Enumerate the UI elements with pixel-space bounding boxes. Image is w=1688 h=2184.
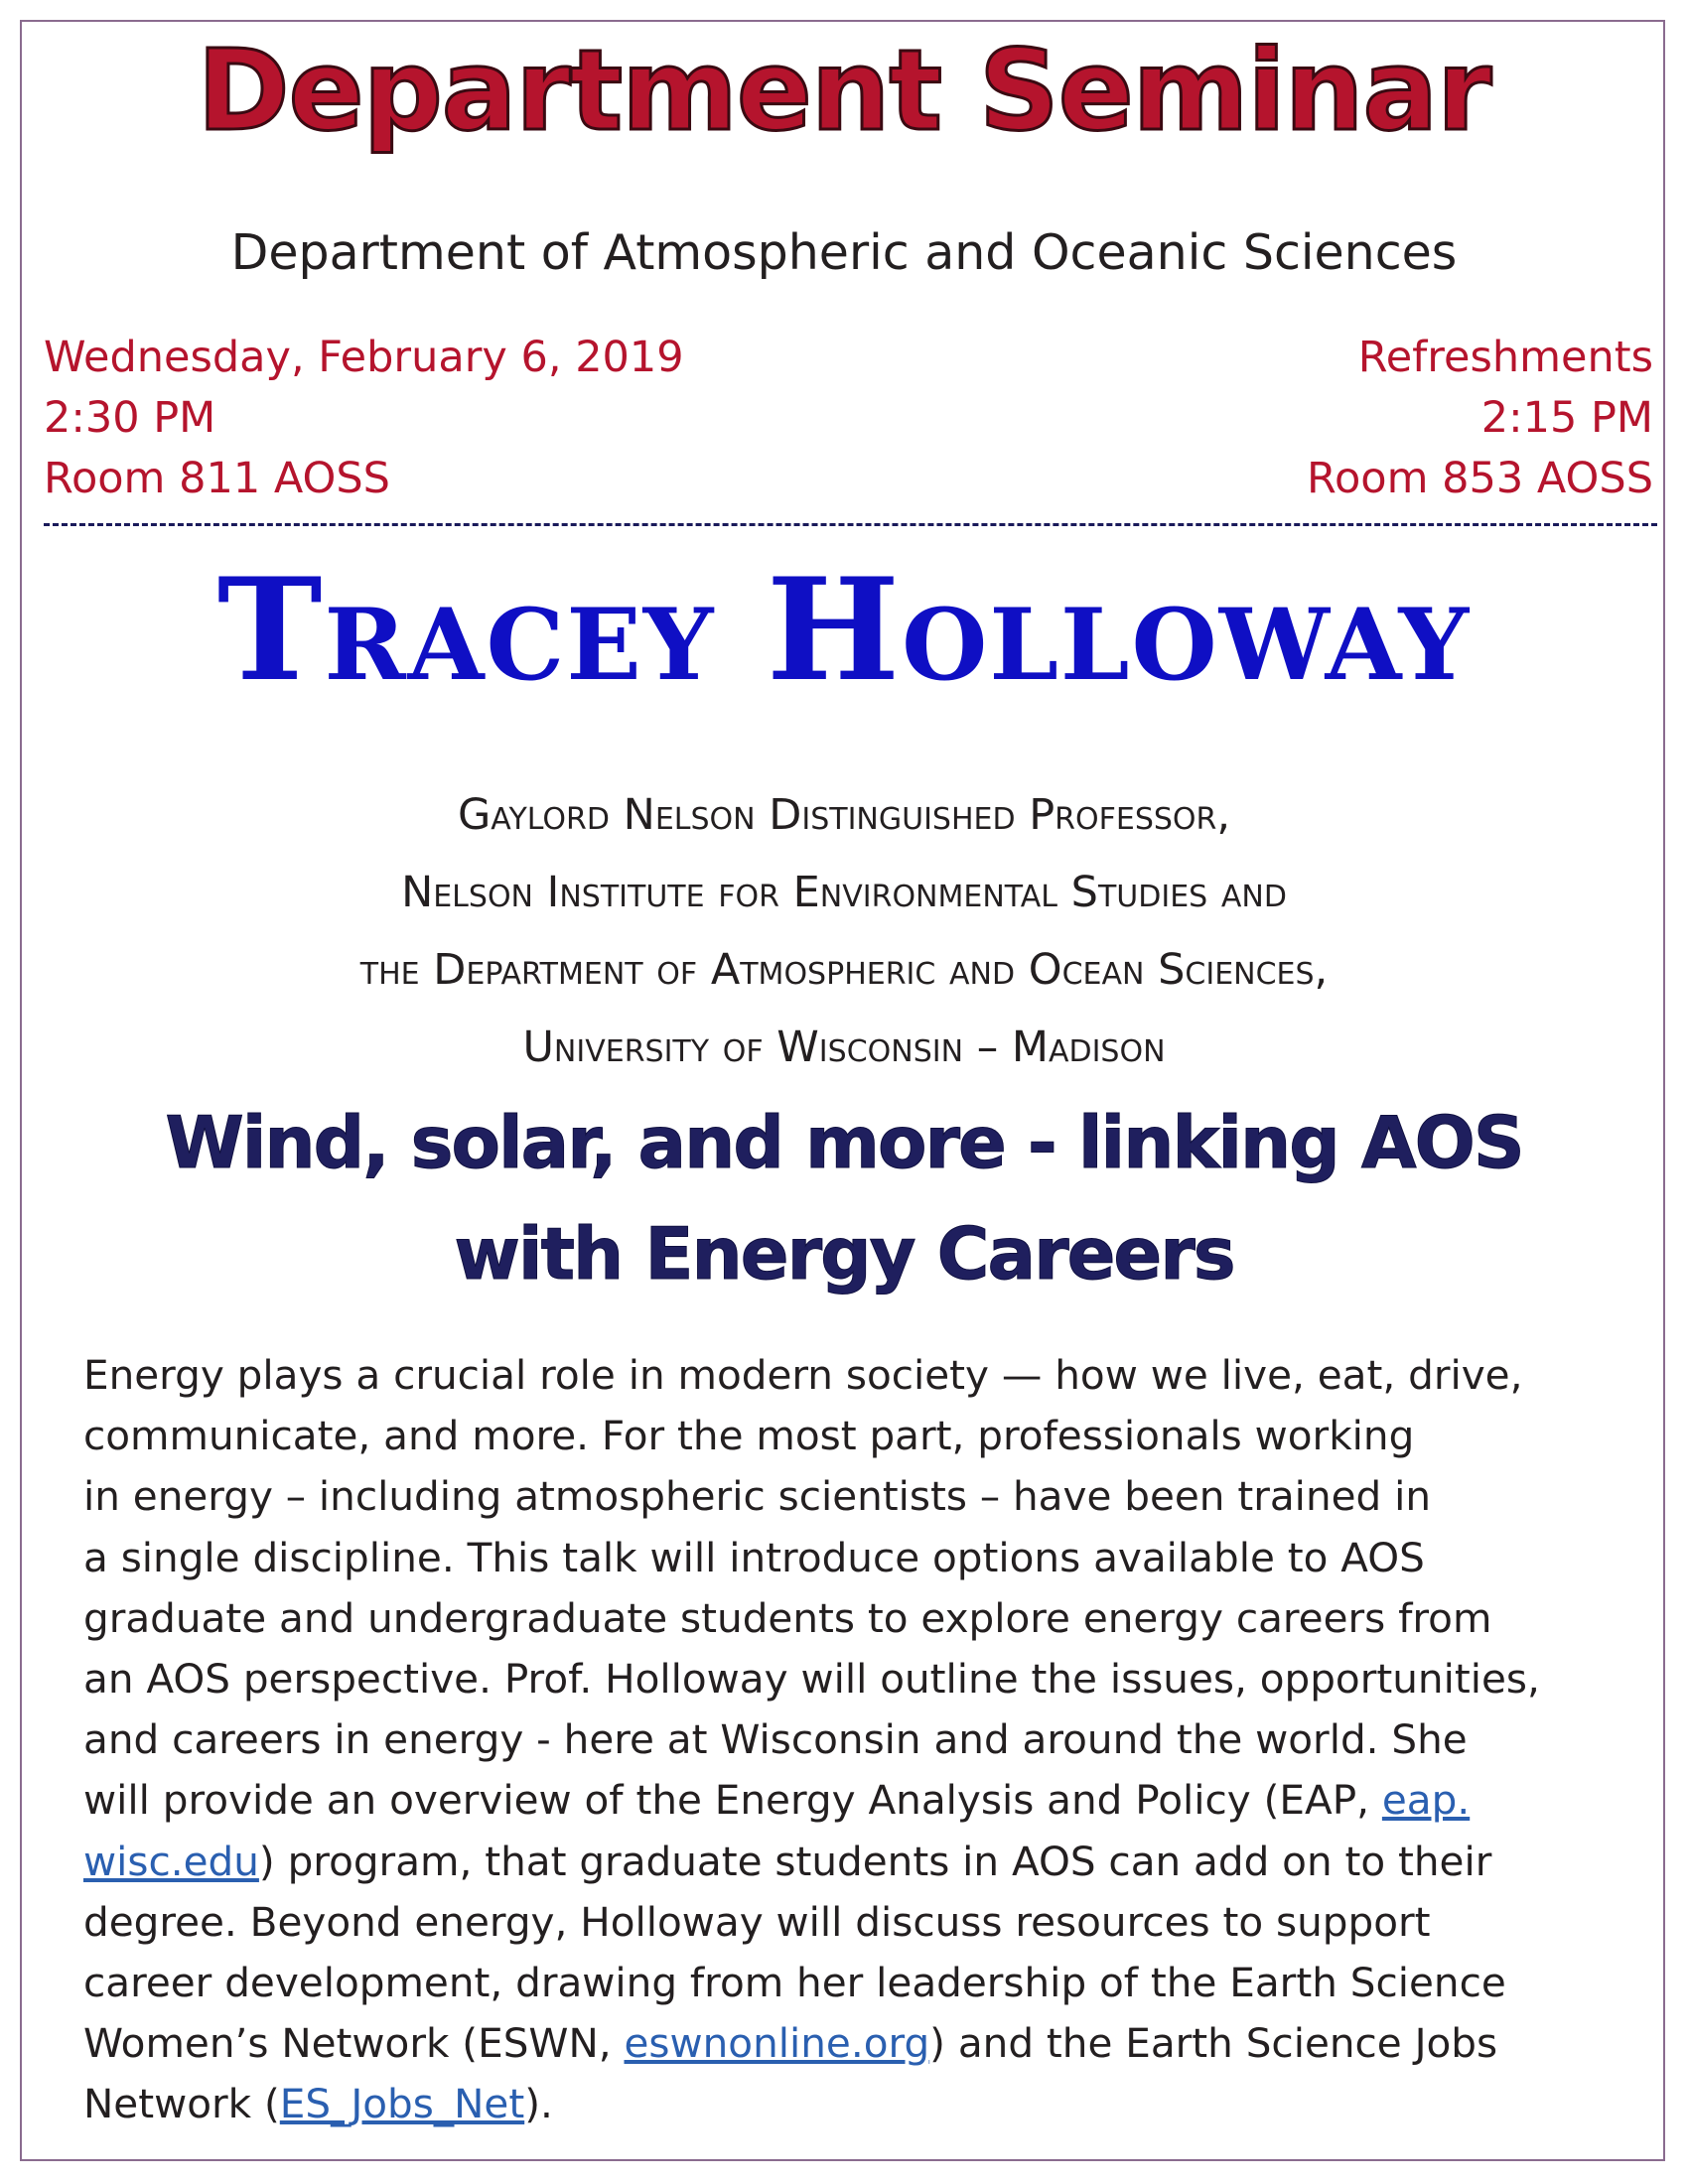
abstract-text: Women’s Network (ESWN,: [83, 2019, 625, 2068]
affiliation-line: the Department of Atmospheric and Ocean Sciences,: [359, 945, 1329, 995]
abstract-text: ) and the Earth Science Jobs: [929, 2019, 1498, 2068]
abstract-line: [83, 1770, 1652, 1831]
dashed-divider: [44, 523, 1657, 526]
refreshments-label: Refreshments: [1357, 333, 1653, 382]
talk-title-line: with Energy Careers: [454, 1212, 1234, 1296]
event-time: 2:30 PM: [44, 393, 216, 443]
abstract-line: in energy – including atmospheric scientists – have been trained in: [83, 1472, 1432, 1521]
abstract-line: [83, 2013, 1652, 2074]
eap-link-continued[interactable]: wisc.edu: [83, 1837, 259, 1885]
abstract-text: Network (: [83, 2080, 280, 2128]
event-date: Wednesday, February 6, 2019: [44, 333, 684, 382]
abstract-line: and careers in energy - here at Wisconsin and around the world. She: [83, 1715, 1468, 1764]
abstract-line: degree. Beyond energy, Holloway will discuss resources to support: [83, 1897, 1431, 1946]
abstract-line: [83, 2074, 1652, 2134]
speaker-affiliation: [0, 776, 1688, 1086]
abstract-line: career development, drawing from her leadership of the Earth Science: [83, 1959, 1506, 2007]
speaker-name: Tracey Holloway: [216, 548, 1472, 713]
event-room: Room 811 AOSS: [44, 454, 390, 503]
abstract-text: ).: [524, 2080, 553, 2128]
abstract-text: ) program, that graduate students in AOS can add on to their: [258, 1837, 1492, 1885]
refreshments-room: Room 853 AOSS: [1307, 454, 1653, 503]
affiliation-line: Gaylord Nelson Distinguished Professor,: [457, 790, 1231, 840]
affiliation-line: Nelson Institute for Environmental Studies and: [401, 868, 1287, 917]
talk-title-line: Wind, solar, and more - linking AOS: [165, 1101, 1523, 1184]
es-jobs-net-link[interactable]: ES_Jobs_Net: [279, 2080, 525, 2128]
affiliation-line: University of Wisconsin – Madison: [522, 1023, 1166, 1072]
seminar-heading: Department Seminar: [197, 27, 1491, 156]
abstract-line: a single discipline. This talk will introduce options available to AOS: [83, 1533, 1425, 1581]
abstract-line: communicate, and more. For the most part, professionals working: [83, 1412, 1415, 1460]
abstract-text: will provide an overview of the Energy Analysis and Policy (EAP,: [83, 1776, 1382, 1825]
talk-title: [0, 1087, 1688, 1309]
abstract-line: [83, 1832, 1652, 1892]
eap-link[interactable]: eap.: [1381, 1776, 1471, 1825]
eswn-link[interactable]: eswnonline.org: [624, 2019, 930, 2068]
abstract-line: Energy plays a crucial role in modern society — how we live, eat, drive,: [83, 1351, 1523, 1399]
refreshments-time: 2:15 PM: [1480, 393, 1653, 443]
abstract: [83, 1345, 1652, 2135]
abstract-line: graduate and undergraduate students to explore energy careers from: [83, 1593, 1492, 1642]
event-details: [44, 328, 684, 509]
department-name: Department of Atmospheric and Oceanic Sciences: [230, 224, 1458, 281]
abstract-line: an AOS perspective. Prof. Holloway will outline the issues, opportunities,: [83, 1655, 1540, 1704]
refreshments-details: [1307, 328, 1653, 509]
